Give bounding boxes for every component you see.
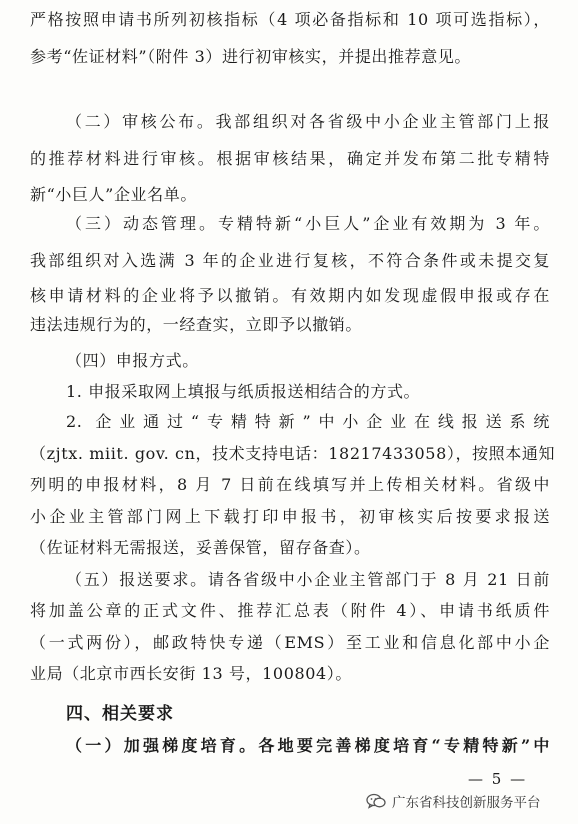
watermark <box>366 790 541 812</box>
section-3-line-4: 违法违规行为的，一经查实，立即予以撤销。 <box>30 315 363 334</box>
section-2-line-2: 的推荐材料进行审核。根据审核结果，确定并发布第二批专精特 <box>30 149 550 168</box>
section-3-line-3: 核申请材料的企业将予以撤销。有效期内如发现虚假申报或存在 <box>30 286 550 305</box>
section-5-line-1: （五）报送要求。请各省级中小企业主管部门于 8 月 21 日前 <box>66 570 550 589</box>
section-4-item-2-line-5: （佐证材料无需报送，妥善保管，留存备查）。 <box>30 538 371 557</box>
section-5-line-3: （一式两份），邮政特快专递（EMS）至工业和信息化部中小企 <box>30 633 550 652</box>
body-line-2: 参考“佐证材料”（附件 3）进行初审核实，并提出推荐意见。 <box>30 47 472 66</box>
section-4-item-2-line-1: 2. 企业通过“专精特新”中小企业在线报送系统 <box>66 412 550 431</box>
section-3-line-1: （三）动态管理。专精特新“小巨人”企业有效期为 3 年。 <box>66 214 550 233</box>
section-5-line-2: 将加盖公章的正式文件、推荐汇总表（附件 4）、申请书纸质件 <box>30 601 550 620</box>
subsection-1-line-1: （一）加强梯度培育。各地要完善梯度培育“专精特新”中 <box>66 736 550 755</box>
section-4-item-2-line-4: 小企业主管部门网上下载打印申报书，初审核实后按要求报送 <box>30 507 550 526</box>
section-3-line-2: 我部组织对入选满 3 年的企业进行复核，不符合条件或未提交复 <box>30 251 550 270</box>
page-number: — 5 — <box>468 770 528 788</box>
wechat-icon <box>366 793 386 809</box>
section-5-line-4: 业局（北京市西长安街 13 号，100804）。 <box>30 664 353 683</box>
body-line-1: 严格按照申请书所列初核指标（4 项必备指标和 10 项可选指标）， <box>30 10 550 29</box>
section-4-item-2-line-2: （zjtx. miit. gov. cn，技术支持电话：18217433058），按照本通知 <box>30 444 556 463</box>
watermark-text: 广东省科技创新服务平台 <box>392 795 541 811</box>
section-4-item-2-line-3: 列明的申报材料，8 月 7 日前在线填写并上传相关材料。省级中 <box>30 475 550 494</box>
section-4-heading: （四）申报方式。 <box>66 351 199 370</box>
section-heading-4: 四、相关要求 <box>66 704 174 724</box>
section-4-item-1: 1. 申报采取网上填报与纸质报送相结合的方式。 <box>66 382 421 401</box>
section-2-line-1: （二）审核公布。我部组织对各省级中小企业主管部门上报 <box>66 112 550 131</box>
section-2-line-3: 新“小巨人”企业名单。 <box>30 185 197 204</box>
